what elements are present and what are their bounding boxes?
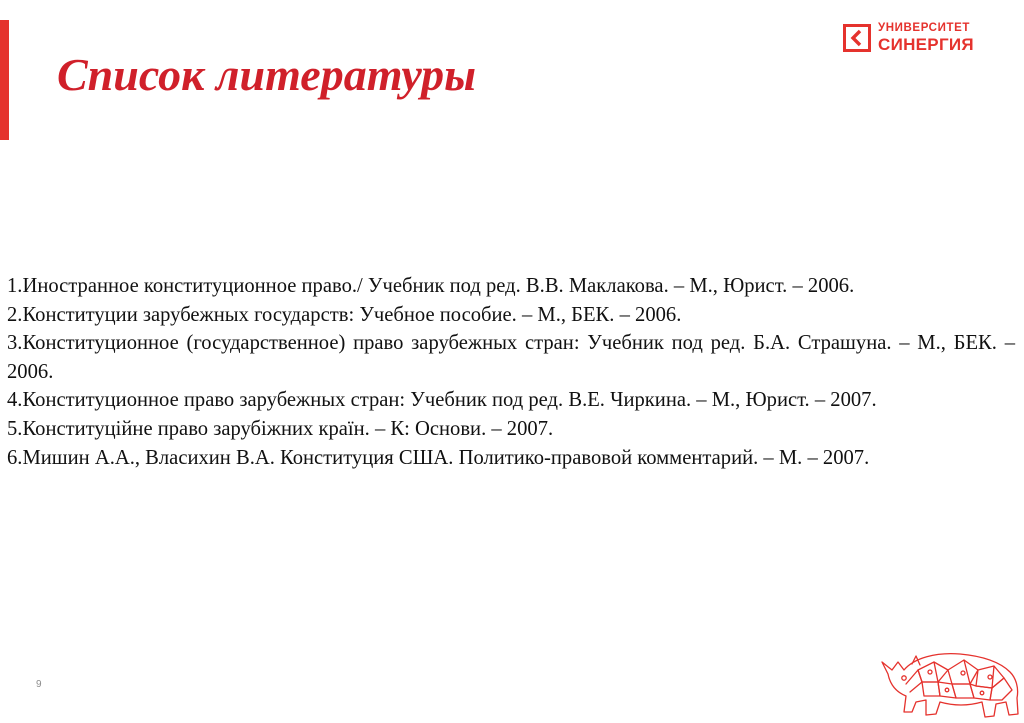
page-number: 9 bbox=[36, 679, 42, 690]
logo-wordmark bbox=[878, 23, 974, 53]
university-logo bbox=[843, 18, 974, 58]
reference-item: 6.Мишин А.А., Власихин В.А. Конституция США. Политико-правовой комментарий. – М. – 2007. bbox=[7, 446, 870, 469]
synergy-logo-icon bbox=[843, 24, 871, 52]
reference-item: 5.Конституційне право зарубіжних країн. – К: Основи. – 2007. bbox=[7, 417, 554, 440]
logo-line-university: УНИВЕРСИТЕТ bbox=[878, 22, 970, 35]
reference-item: 2.Конституции зарубежных государств: Учебное пособие. – М., БЕК. – 2006. bbox=[7, 303, 682, 326]
logo-line-synergy: СИНЕРГИЯ bbox=[878, 34, 974, 54]
reference-item: 4.Конституционное право зарубежных стран: Учебник под ред. В.Е. Чиркина. – М., Юрист. – 2007. bbox=[7, 389, 877, 412]
reference-item: 3.Конституционное (государственное) право зарубежных стран: Учебник под ред. Б.А. Страшуна. – М., БЕК. – 2006. bbox=[7, 332, 1015, 383]
accent-bar bbox=[0, 20, 9, 140]
reference-list bbox=[7, 272, 1015, 472]
page-title: Список литературы bbox=[57, 49, 477, 100]
reference-item: 1.Иностранное конституционное право./ Учебник под ред. В.В. Маклакова. – М., Юрист. – 2006. bbox=[7, 275, 855, 297]
rhino-icon bbox=[878, 640, 1024, 723]
